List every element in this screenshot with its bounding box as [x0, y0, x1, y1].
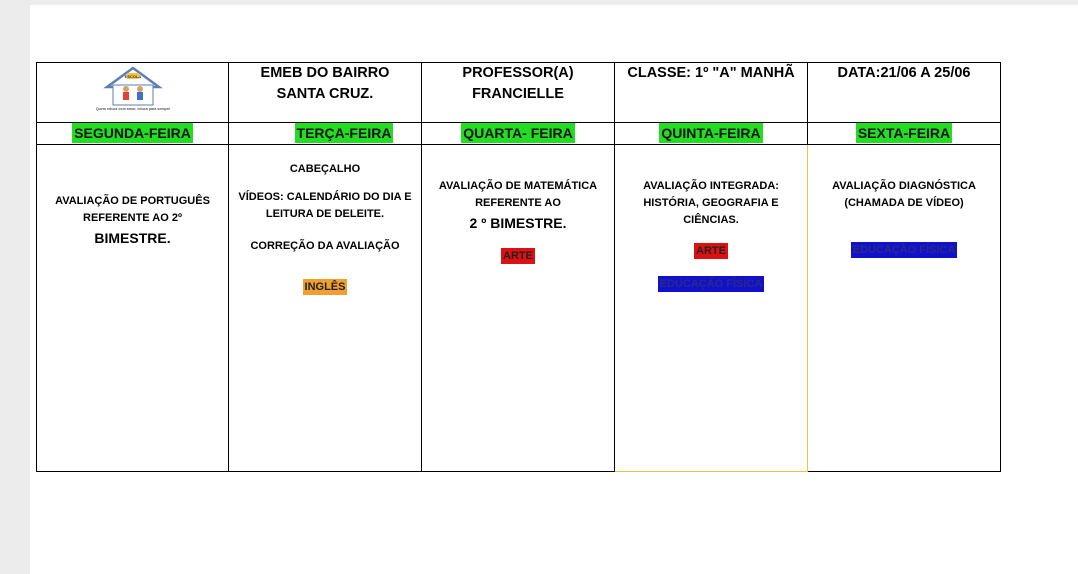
- day-thursday: QUINTA-FEIRA: [661, 125, 761, 141]
- date-cell: [808, 63, 1001, 123]
- tuesday-line3: LEITURA DE DELEITE.: [265, 208, 385, 220]
- day-monday-cell: [37, 123, 229, 145]
- logo-text: ESCOLA: [124, 74, 141, 79]
- thursday-tag-arte: ARTE: [696, 245, 726, 257]
- school-name-line1: EMEB DO BAIRRO: [260, 65, 390, 81]
- monday-line3: BIMESTRE.: [94, 230, 171, 246]
- thursday-line2: HISTÓRIA, GEOGRAFIA E: [643, 197, 779, 209]
- logo-tagline: Quem educa com amor, educa para sempre: [95, 107, 170, 111]
- header-row: [37, 63, 1001, 123]
- wednesday-line3: 2 º BIMESTRE.: [469, 215, 567, 231]
- school-name-line2: SANTA CRUZ.: [276, 86, 374, 102]
- class-label: CLASSE: 1º "A" MANHÃ: [627, 65, 795, 81]
- class-cell: [615, 63, 808, 123]
- thursday-line1: AVALIAÇÃO INTEGRADA:: [643, 180, 779, 192]
- logo-cell: [37, 63, 229, 123]
- schedule-table: [36, 62, 1001, 472]
- school-logo: [95, 65, 170, 115]
- friday-line1: AVALIAÇÃO DIAGNÓSTICA: [832, 180, 976, 192]
- day-monday: SEGUNDA-FEIRA: [74, 125, 191, 141]
- monday-activities: [37, 145, 229, 472]
- tuesday-line4: CORREÇÃO DA AVALIAÇÃO: [250, 240, 400, 252]
- teacher-name: FRANCIELLE: [472, 86, 564, 102]
- teacher-label: PROFESSOR(A): [462, 65, 574, 81]
- wednesday-line2: REFERENTE AO: [475, 197, 561, 209]
- tuesday-tag-ingles: INGLÊS: [304, 281, 346, 293]
- day-tuesday-cell: [229, 123, 422, 145]
- day-thursday-cell: [615, 123, 808, 145]
- thursday-tag-educacao-fisica: EDUCAÇÃO FÍSICA: [659, 278, 763, 290]
- day-friday-cell: [808, 123, 1001, 145]
- wednesday-activities: [422, 145, 615, 472]
- tuesday-line1: CABEÇALHO: [289, 163, 361, 175]
- day-friday: SEXTA-FEIRA: [857, 125, 951, 141]
- tuesday-activities: [229, 145, 422, 472]
- day-wednesday-cell: [422, 123, 615, 145]
- activities-row: [37, 145, 1001, 472]
- monday-line1: AVALIAÇÃO DE PORTUGUÊS: [55, 195, 210, 207]
- wednesday-tag-arte: ARTE: [503, 250, 533, 262]
- monday-line2: REFERENTE AO 2º: [83, 212, 182, 224]
- school-cell: [229, 63, 422, 123]
- day-tuesday: TERÇA-FEIRA: [296, 125, 392, 141]
- thursday-activities: [615, 145, 808, 472]
- tuesday-line2: VÍDEOS: CALENDÁRIO DO DIA E: [238, 191, 412, 203]
- thursday-line3: CIÊNCIAS.: [683, 214, 739, 226]
- friday-tag-educacao-fisica: EDUCAÇÃO FÍSICA: [852, 244, 956, 256]
- friday-line2: (CHAMADA DE VÍDEO): [844, 197, 964, 209]
- day-wednesday: QUARTA- FEIRA: [463, 125, 573, 141]
- teacher-cell: [422, 63, 615, 123]
- wednesday-line1: AVALIAÇÃO DE MATEMÁTICA: [438, 180, 598, 192]
- left-bar: [0, 0, 30, 574]
- days-row: [37, 123, 1001, 145]
- date-label: DATA:21/06 A 25/06: [837, 65, 971, 81]
- friday-activities: [808, 145, 1001, 472]
